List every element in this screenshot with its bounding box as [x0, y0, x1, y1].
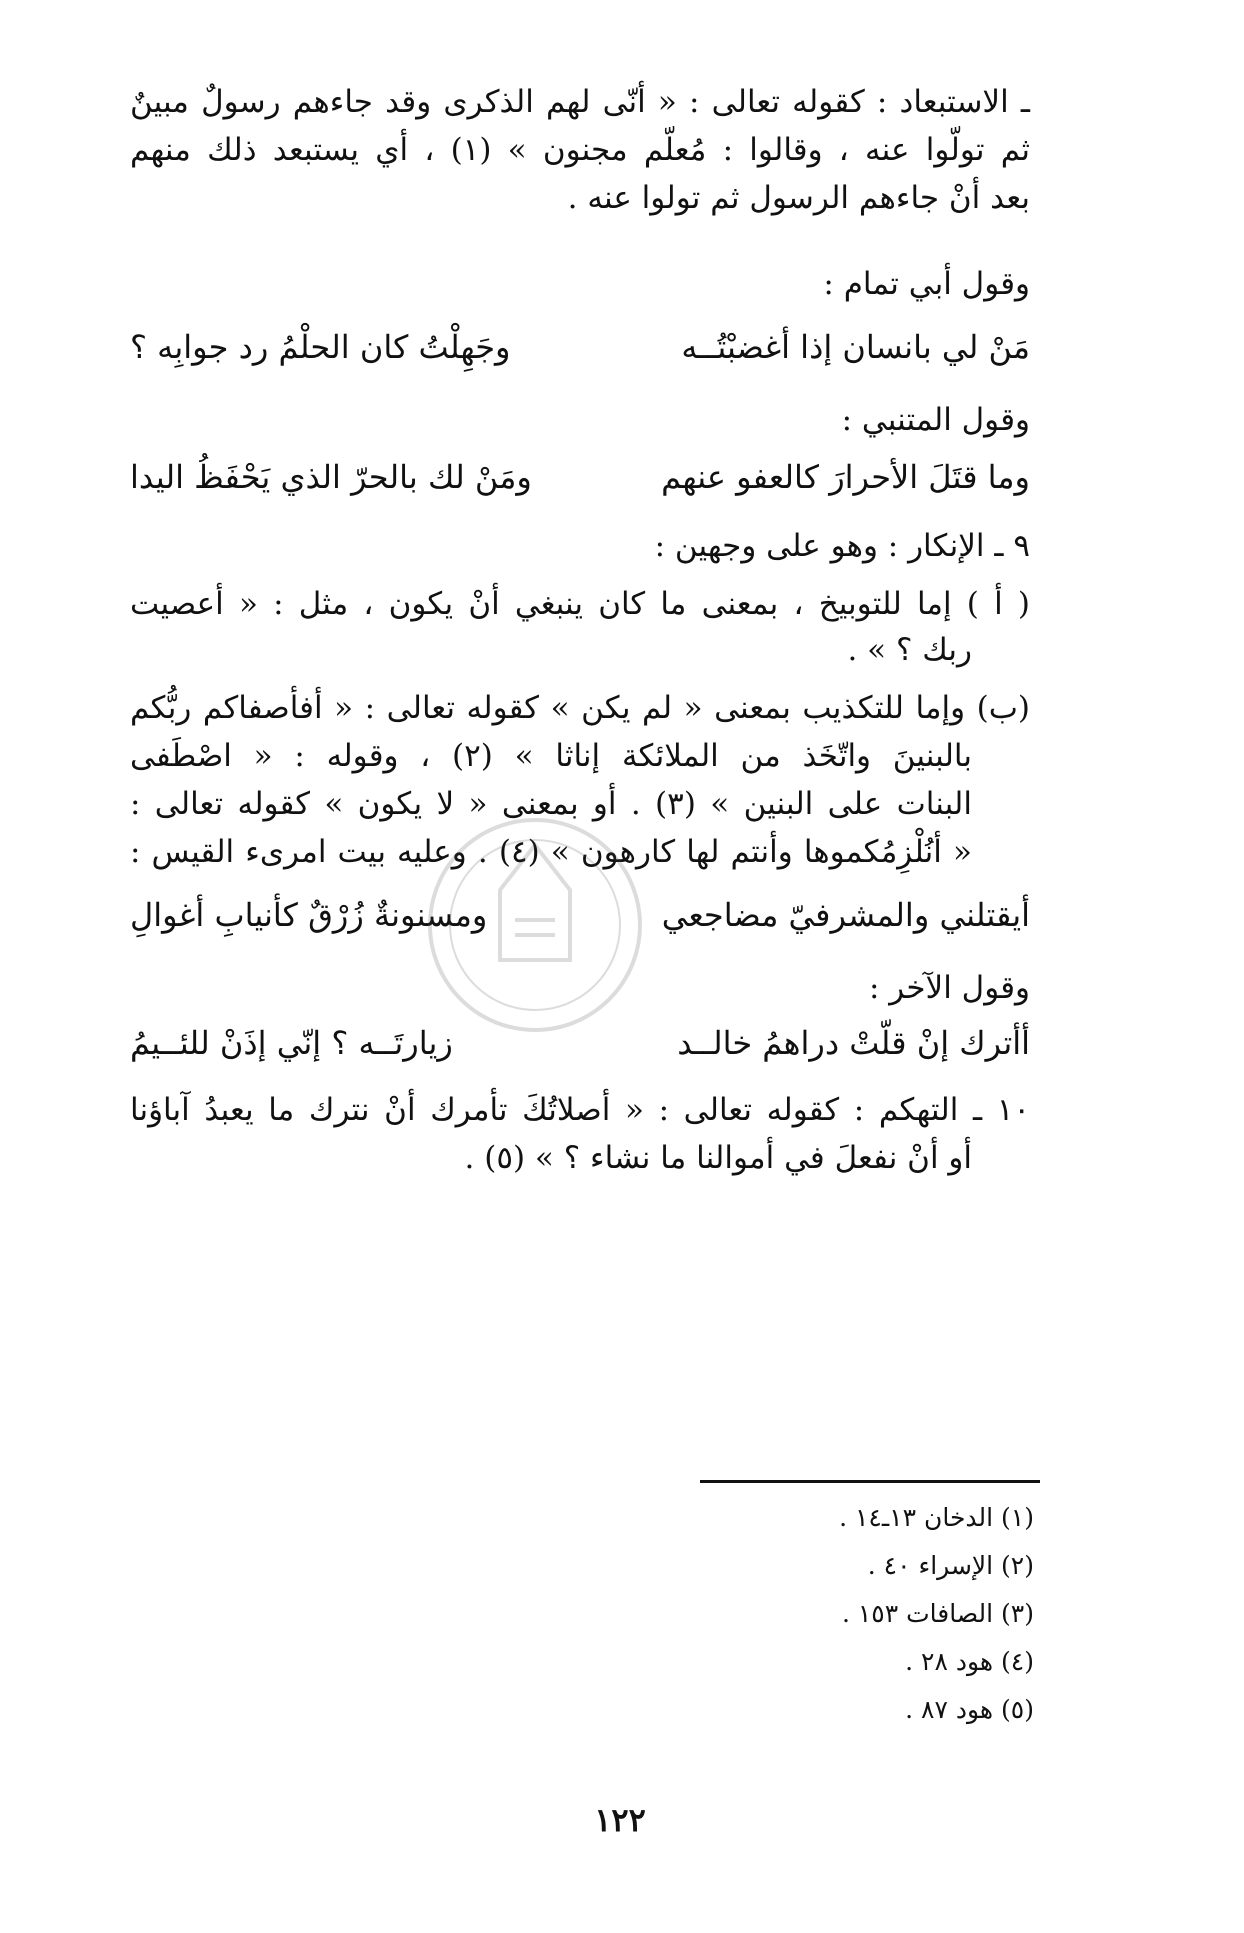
- verse-imru-al-qays: [130, 890, 1030, 940]
- text-line: ثم تولّوا عنه ، وقالوا : مُعلّم مجنون » (١) ، أي يستبعد ذلك منهم: [130, 132, 1030, 168]
- verse-first-hemistich: أأترك إنْ قلّتْ دراهمُ خالــد: [677, 1024, 1030, 1062]
- footnote: (١) الدخان ١٣ـ١٤ .: [839, 1503, 1034, 1532]
- verse-second-hemistich: ومسنونةٌ زُرْقٌ كأنيابِ أغوالِ: [130, 896, 488, 934]
- verse-first-hemistich: وما قتَلَ الأحرارَ كالعفو عنهم: [661, 458, 1030, 496]
- text-line: وقول الآخر :: [868, 970, 1030, 1006]
- section-heading-tahakkum: ١٠ ـ التهكم : كقوله تعالى : « أصلاتُكَ تأمرك أنْ نترك ما يعبدُ آباؤنا: [130, 1092, 1031, 1128]
- verse-first-hemistich: مَنْ لي بانسان إذا أغضبْتُــه: [681, 328, 1030, 366]
- verse-second-hemistich: زيارتَــه ؟ إنّي إذَنْ للئــيمُ: [130, 1024, 453, 1062]
- page-number: ١٢٢: [594, 1801, 646, 1839]
- text-line: بالبنينَ واتّخَذ من الملائكة إناثا » (٢) ، وقوله : « اصْطَفى: [130, 738, 972, 774]
- text-line: وقول أبي تمام :: [823, 266, 1030, 302]
- footnote-divider: [700, 1480, 1040, 1483]
- verse-second-hemistich: وجَهِلْتُ كان الحلْمُ رد جوابِه ؟: [130, 328, 511, 366]
- text-line: ( أ ) إما للتوبيخ ، بمعنى ما كان ينبغي أنْ يكون ، مثل : « أعصيت: [130, 586, 1030, 622]
- text-line: ربك ؟ » .: [847, 632, 972, 668]
- text-line: ـ الاستبعاد : كقوله تعالى : « أنّى لهم الذكرى وقد جاءهم رسولٌ مبينٌ: [130, 84, 1030, 120]
- footnote: (٤) هود ٢٨ .: [905, 1647, 1034, 1676]
- text-line: أو أنْ نفعلَ في أموالنا ما نشاء ؟ » (٥) .: [464, 1140, 972, 1176]
- text-line: البنات على البنين » (٣) . أو بمعنى « لا يكون » كقوله تعالى :: [130, 786, 972, 822]
- text-line: بعد أنْ جاءهم الرسول ثم تولوا عنه .: [567, 180, 1030, 216]
- footnote: (٢) الإسراء ٤٠ .: [867, 1551, 1034, 1580]
- verse-mutanabbi: [130, 452, 1030, 502]
- verse-abu-tammam: [130, 322, 1030, 372]
- verse-first-hemistich: أيقتلني والمشرفيّ مضاجعي: [661, 896, 1030, 934]
- verse-second-hemistich: ومَنْ لك بالحرّ الذي يَحْفَظُ اليدا: [130, 458, 532, 496]
- footnote: (٥) هود ٨٧ .: [905, 1695, 1034, 1724]
- footnote: (٣) الصافات ١٥٣ .: [841, 1599, 1034, 1628]
- section-heading-inkar: ٩ ـ الإنكار : وهو على وجهين :: [654, 528, 1030, 564]
- verse-another-poet: [130, 1018, 1030, 1068]
- text-line: وقول المتنبي :: [841, 402, 1030, 438]
- text-line: (ب) وإما للتكذيب بمعنى « لم يكن » كقوله تعالى : « أفأصفاكم ربُّكم: [130, 690, 1030, 726]
- text-line: « أنُلْزِمُكموها وأنتم لها كارهون » (٤) . وعليه بيت امرىء القيس :: [130, 834, 972, 870]
